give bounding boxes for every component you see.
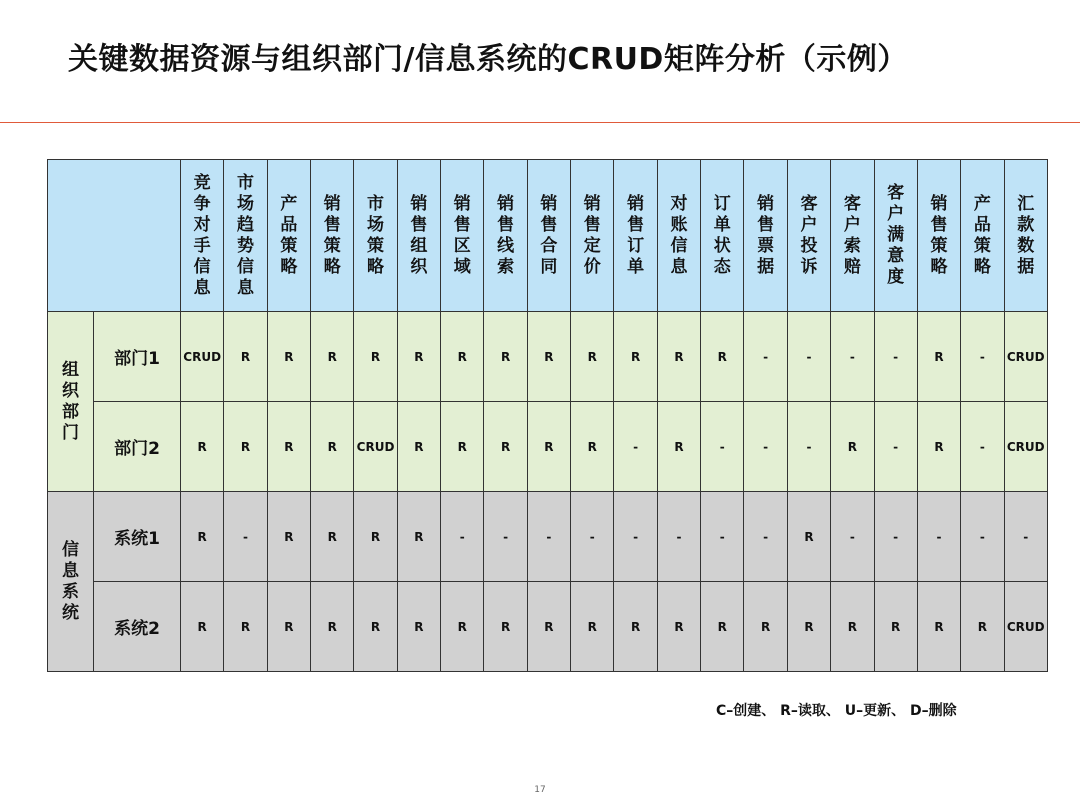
matrix-cell: R [657,582,700,672]
column-header-label: 产品策略 [973,193,991,277]
matrix-cell: R [917,312,960,402]
matrix-cell: R [787,582,830,672]
column-header-label: 竞争对手信息 [193,172,211,298]
matrix-cell: - [744,312,787,402]
matrix-cell: - [874,312,917,402]
matrix-cell: - [961,312,1004,402]
matrix-cell: CRUD [354,402,397,492]
matrix-cell: R [961,582,1004,672]
column-header [961,160,1004,312]
matrix-cell: R [224,402,267,492]
matrix-cell: - [484,492,527,582]
column-header [744,160,787,312]
matrix-cell: R [571,402,614,492]
table-header-row [48,160,1048,312]
column-header-label: 销售策略 [323,193,341,277]
matrix-cell: R [181,402,224,492]
matrix-cell: CRUD [1004,582,1047,672]
matrix-cell: R [354,312,397,402]
table-body [48,312,1048,672]
matrix-cell: R [397,492,440,582]
matrix-cell: - [874,492,917,582]
matrix-cell: R [441,402,484,492]
matrix-cell: CRUD [1004,312,1047,402]
column-header-label: 销售策略 [930,193,948,277]
matrix-cell: R [484,582,527,672]
matrix-cell: R [917,402,960,492]
matrix-cell: R [744,582,787,672]
column-header [311,160,354,312]
group-label: 组织部门 [61,359,79,443]
matrix-cell: - [614,402,657,492]
matrix-cell: R [701,312,744,402]
matrix-cell: R [224,582,267,672]
matrix-cell: - [961,402,1004,492]
matrix-cell: - [831,492,874,582]
matrix-cell: - [1004,492,1047,582]
matrix-cell: - [961,492,1004,582]
column-header [874,160,917,312]
column-header-label: 销售定价 [583,193,601,277]
column-header [354,160,397,312]
column-header-label: 客户投诉 [800,193,818,277]
matrix-cell: R [267,582,310,672]
matrix-cell: R [441,312,484,402]
matrix-cell: R [267,312,310,402]
title-divider [0,122,1080,123]
page-number: 17 [534,785,546,795]
matrix-cell: - [701,402,744,492]
matrix-cell: R [831,402,874,492]
column-header [657,160,700,312]
matrix-cell: - [917,492,960,582]
column-header [614,160,657,312]
matrix-cell: R [267,402,310,492]
matrix-cell: R [484,402,527,492]
matrix-cell: R [311,312,354,402]
column-header-label: 销售组织 [410,193,428,277]
row-label: 部门2 [94,402,181,492]
corner-header-cell [48,160,181,312]
group-label-cell [48,312,94,492]
matrix-cell: R [787,492,830,582]
group-label: 信息系统 [61,539,79,623]
row-label: 系统1 [94,492,181,582]
column-header-label: 产品策略 [280,193,298,277]
matrix-cell: CRUD [1004,402,1047,492]
matrix-cell: - [441,492,484,582]
matrix-cell: R [354,582,397,672]
column-header-label: 客户满意度 [887,183,905,287]
column-header [787,160,830,312]
matrix-cell: - [527,492,570,582]
row-label: 系统2 [94,582,181,672]
matrix-cell: R [701,582,744,672]
matrix-cell: - [831,312,874,402]
column-header-label: 市场策略 [367,193,385,277]
column-header-label: 市场趋势信息 [237,172,254,298]
column-header [441,160,484,312]
matrix-cell: - [744,492,787,582]
matrix-cell: R [571,582,614,672]
crud-matrix-table [47,159,1048,672]
matrix-cell: R [397,402,440,492]
matrix-cell: - [571,492,614,582]
column-header-label: 客户索赔 [843,193,861,277]
table-row [48,312,1048,402]
matrix-cell: R [224,312,267,402]
matrix-cell: - [787,402,830,492]
page-title: 关键数据资源与组织部门/信息系统的CRUD矩阵分析（示例） [68,42,908,77]
matrix-cell: R [397,582,440,672]
column-header [397,160,440,312]
table-row [48,582,1048,672]
column-header-label: 订单状态 [713,193,731,277]
matrix-cell: R [484,312,527,402]
column-header-label: 销售票据 [757,193,775,277]
column-header-label: 对账信息 [670,193,688,277]
column-header-label: 销售线索 [497,193,515,277]
column-header [267,160,310,312]
table-row [48,492,1048,582]
column-header [701,160,744,312]
matrix-cell: - [787,312,830,402]
group-label-cell [48,492,94,672]
matrix-cell: - [657,492,700,582]
matrix-cell: R [917,582,960,672]
matrix-cell: - [224,492,267,582]
crud-legend: C–创建、 R–读取、 U–更新、 D–删除 [716,703,957,719]
column-header [917,160,960,312]
matrix-cell: R [874,582,917,672]
matrix-cell: R [441,582,484,672]
matrix-cell: R [571,312,614,402]
matrix-cell: R [527,312,570,402]
matrix-cell: R [181,582,224,672]
matrix-cell: R [181,492,224,582]
column-header-label: 销售合同 [540,193,558,277]
matrix-cell: CRUD [181,312,224,402]
matrix-cell: R [657,312,700,402]
column-header-label: 销售订单 [627,193,645,277]
matrix-cell: R [397,312,440,402]
matrix-cell: R [267,492,310,582]
matrix-cell: R [311,402,354,492]
column-header [224,160,267,312]
table-row [48,402,1048,492]
column-header [181,160,224,312]
matrix-cell: R [614,582,657,672]
matrix-cell: R [311,582,354,672]
matrix-cell: - [874,402,917,492]
column-header [1004,160,1047,312]
column-header [831,160,874,312]
column-header [571,160,614,312]
matrix-cell: R [831,582,874,672]
matrix-cell: - [744,402,787,492]
matrix-cell: R [354,492,397,582]
column-header-label: 销售区域 [453,193,471,277]
matrix-cell: R [614,312,657,402]
column-header [527,160,570,312]
matrix-cell: - [701,492,744,582]
matrix-cell: R [657,402,700,492]
matrix-cell: R [527,582,570,672]
row-label: 部门1 [94,312,181,402]
matrix-cell: R [311,492,354,582]
column-header [484,160,527,312]
column-header-label: 汇款数据 [1017,193,1035,277]
matrix-cell: R [527,402,570,492]
matrix-cell: - [614,492,657,582]
